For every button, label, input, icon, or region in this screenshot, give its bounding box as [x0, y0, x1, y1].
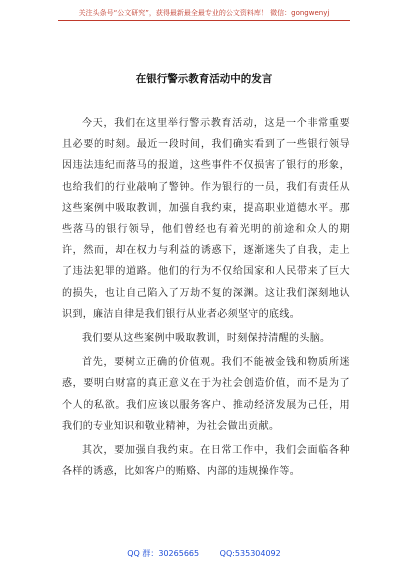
paragraph-first-point: 首先，要树立正确的价值观。我们不能被金钱和物质所迷惑，要明白财富的真正意义在于为社会创造价值，而不是为了个人的私欲。我们应该以服务客户、推动经济发展为己任，用我们的专业知识和敬业精神，为社会做出贡献。	[62, 357, 350, 432]
header-banner: 关注头条号“公文研究”，获得最新最全最专业的公文资料库！ 微信：gongwenyj	[78, 9, 330, 17]
document-body	[62, 113, 350, 482]
paragraph-lesson: 我们要从这些案例中吸取教训，时刻保持清醒的头脑。	[82, 333, 331, 345]
footer-contact	[0, 548, 408, 559]
document-title: 在银行警示教育活动中的发言	[135, 73, 273, 85]
header-divider	[58, 20, 350, 21]
footer-qq: QQ:535304092	[219, 549, 281, 558]
paragraph-second-point: 其次，要加强自我约束。在日常工作中，我们会面临各种各样的诱惑，比如客户的贿赂、内部的违规操作等。	[62, 445, 350, 478]
footer-qq-group: QQ 群：30265665	[127, 549, 200, 558]
paragraph-intro: 今天，我们在这里举行警示教育活动，这是一个非常重要且必要的时刻。最近一段时间，我们确实看到了一些银行领导因违法违纪而落马的报道，这些事件不仅损害了银行的形象，也给我们的行业敲响了警钟。作为银行的一员，我们有责任从这些案例中吸取教训，加强自我约束，提高职业道德水平。那些落马的银行领导，他们曾经也有着光明的前途和众人的期许，然而，却在权力与利益的诱惑下，逐渐迷失了自我，走上了违法犯罪的道路。他们的行为不仅给国家和人民带来了巨大的损失，也让自己陷入了万劫不复的深渊。这让我们深刻地认识到，廉洁自律是我们银行从业者必须坚守的底线。	[62, 118, 350, 320]
